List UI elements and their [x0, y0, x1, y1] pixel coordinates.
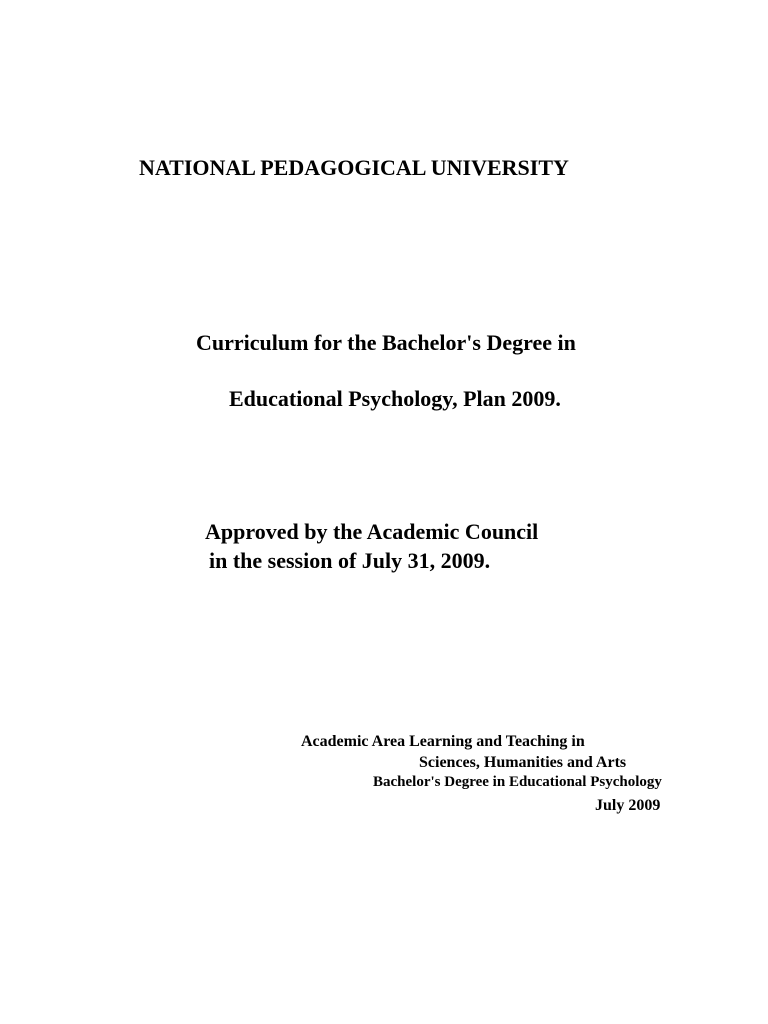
curriculum-title-line-2: Educational Psychology, Plan 2009.	[229, 386, 561, 411]
institution-name: NATIONAL PEDAGOGICAL UNIVERSITY	[139, 155, 569, 180]
approval-line-1: Approved by the Academic Council	[205, 519, 539, 544]
document-date: July 2009	[595, 797, 661, 814]
program-name: Bachelor's Degree in Educational Psychology	[373, 774, 662, 790]
curriculum-title-line-1: Curriculum for the Bachelor's Degree in	[196, 330, 576, 355]
approval-line-2: in the session of July 31, 2009.	[209, 548, 491, 573]
academic-area-line-1: Academic Area Learning and Teaching in	[301, 733, 585, 750]
academic-area-line-2: Sciences, Humanities and Arts	[419, 754, 627, 771]
